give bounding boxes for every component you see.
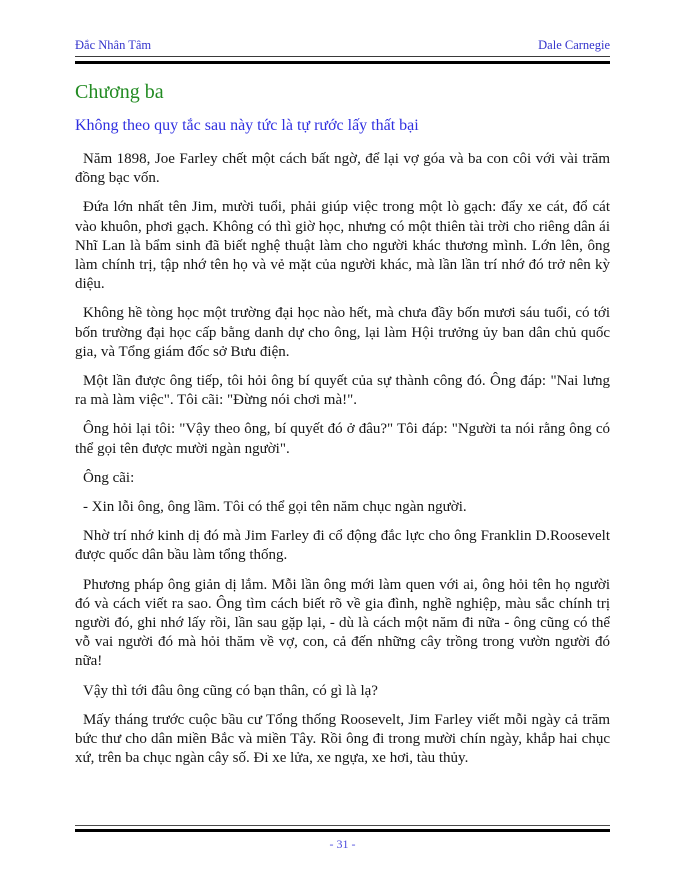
body-paragraph: Nhờ trí nhớ kinh dị đó mà Jim Farley đi cổ động đắc lực cho ông Franklin D.Roosevelt được quốc dân bầu làm tổng thống. xyxy=(75,528,610,564)
page-number: - 31 - xyxy=(329,837,356,851)
footer-rule-thick xyxy=(75,829,610,832)
body-paragraph: Ông cãi: xyxy=(83,469,135,486)
header-rule xyxy=(75,61,610,64)
page-header xyxy=(75,38,610,57)
body-paragraph: Một lần được ông tiếp, tôi hỏi ông bí quyết của sự thành công đó. Ông đáp: "Nai lưng ra mà làm việc". Tôi cãi: "Đừng nói chơi mà!". xyxy=(75,373,610,409)
footer-rule-thin xyxy=(75,825,610,826)
body-paragraph: Ông hỏi lại tôi: "Vậy theo ông, bí quyết đó ở đâu?" Tôi đáp: "Người ta nói rằng ông có thể gọi tên được mười ngàn người". xyxy=(75,421,610,457)
chapter-subtitle: Không theo quy tắc sau này tức là tự rước lấy thất bại xyxy=(75,117,419,134)
header-book-title: Đắc Nhân Tâm xyxy=(75,38,152,52)
chapter-title: Chương ba xyxy=(75,81,164,103)
body-text xyxy=(75,150,610,768)
header-author-name: Dale Carnegie xyxy=(538,38,610,52)
body-paragraph: Mấy tháng trước cuộc bầu cư Tổng thống Roosevelt, Jim Farley viết mỗi ngày cả trăm bức thư cho dân miền Bắc và miền Tây. Rồi ông đi trong mười chín ngày, khắp hai chục xứ, trên ba chục ngàn cây số. Đi xe lửa, xe ngựa, xe hơi, tàu thủy. xyxy=(75,711,610,767)
body-paragraph: Không hề tòng học một trường đại học nào hết, mà chưa đầy bốn mươi sáu tuổi, có tới bốn trường đại học cấp bằng danh dự cho ông, lại làm Hội trưởng ủy ban dân chủ quốc gia, và Tổng giám đốc sở Bưu điện. xyxy=(75,305,610,360)
body-paragraph: Năm 1898, Joe Farley chết một cách bất ngờ, để lại vợ góa và ba con côi với vài trăm đồng bạc vốn. xyxy=(75,151,610,187)
body-paragraph: Vậy thì tới đâu ông cũng có bạn thân, có gì là lạ? xyxy=(83,682,378,699)
page-footer xyxy=(75,825,610,852)
body-paragraph: Phương pháp ông giản dị lắm. Mỗi lần ông mới làm quen với ai, ông hỏi tên họ người đó và cách viết ra sao. Ông tìm cách biết rõ về gia đình, nghề nghiệp, màu sắc chính trị người đó, ghi nhớ lấy rồi, lần sau gặp lại, - dù là cách một năm đi nữa - ông cũng có thể vỗ vai người đó mà hỏi thăm về vợ, con, cả đến những cây trồng trong vườn người đó nữa! xyxy=(75,576,610,670)
body-paragraph: Đứa lớn nhất tên Jim, mười tuổi, phải giúp việc trong một lò gạch: đẩy xe cát, đổ cát vào khuôn, phơi gạch. Không có thì giờ học, nhưng có một thiên tài trời cho riêng dân ái Nhĩ Lan là bẩm sinh đã biết nghệ thuật làm cho người khác thương mình. Lớn lên, ông làm chính trị, tập nhớ tên họ và vẻ mặt của người khác, mà lần lần trí nhớ đó trở nên kỳ diệu. xyxy=(75,199,610,293)
body-paragraph: - Xin lỗi ông, ông lầm. Tôi có thể gọi tên năm chục ngàn người. xyxy=(83,499,467,516)
